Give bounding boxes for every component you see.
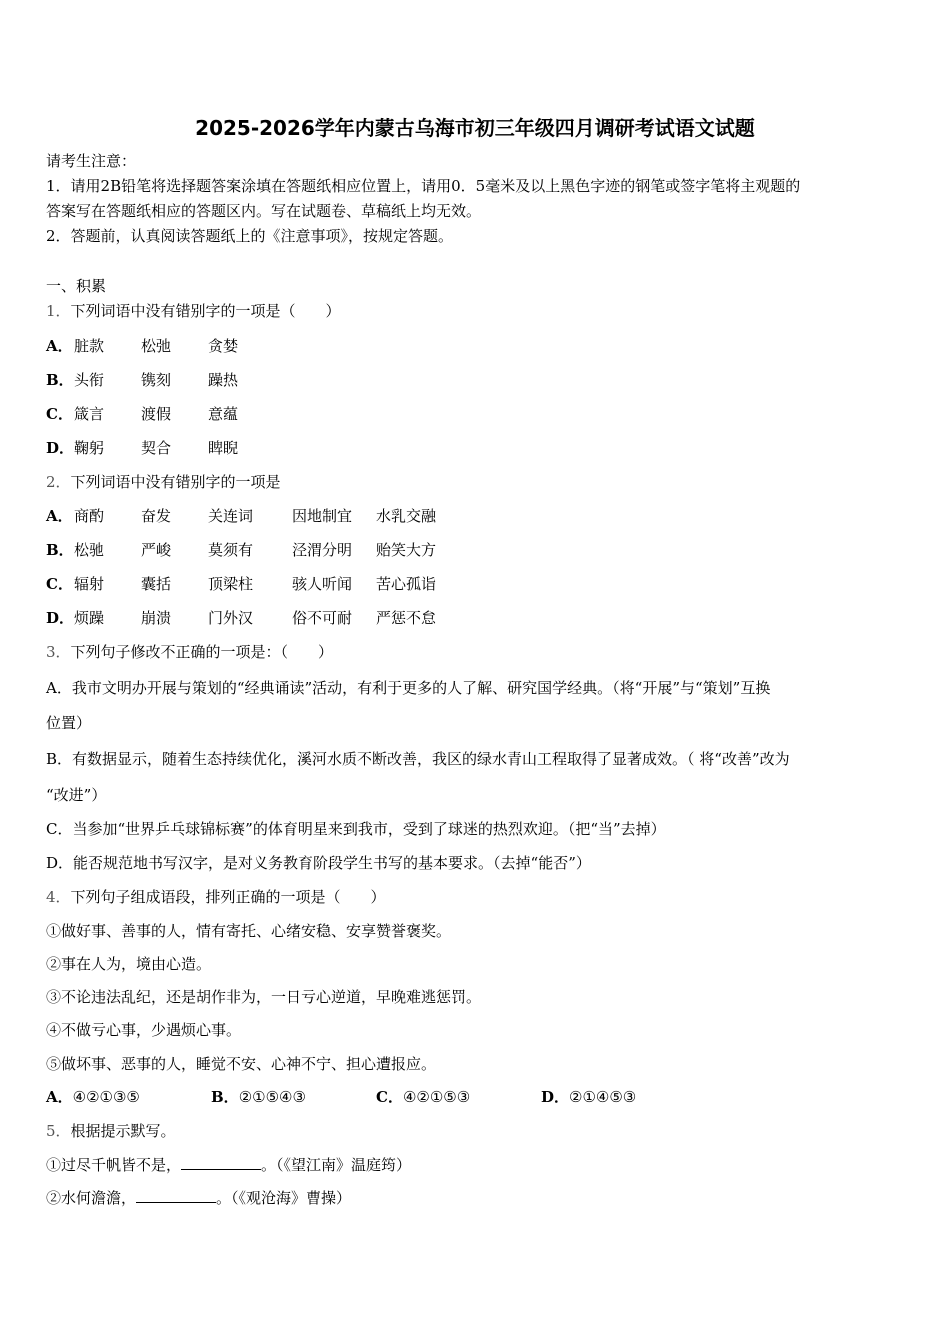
page-title: 2025-2026学年内蒙古乌海市初三年级四月调研考试语文试题 [195, 116, 755, 140]
notice-heading: 请考生注意： [46, 152, 137, 170]
option-word: 贪婪 [208, 337, 239, 355]
notice-line: 2．答题前，认真阅读答题纸上的《注意事项》，按规定答题。 [46, 227, 454, 245]
option-word: 商酌 [74, 507, 105, 525]
question-number: 3． [46, 643, 71, 661]
option-label: C． [46, 405, 73, 423]
option-word: 辐射 [74, 575, 105, 593]
option-word: 箴言 [74, 405, 105, 423]
option-word: 松弛 [141, 337, 172, 355]
option-word: 关连词 [208, 507, 254, 525]
option-label: D． [46, 439, 75, 457]
question-text: 下列词语中没有错别字的一项是（ ） [70, 302, 341, 320]
sentence: ④不做亏心事，少遇烦心事。 [46, 1021, 242, 1039]
option-text: 位置） [46, 714, 92, 732]
question-number: 4． [46, 888, 71, 906]
question-stem [46, 472, 281, 492]
option-label: C． [376, 1088, 403, 1106]
option-word: 严惩不怠 [376, 609, 437, 627]
option-word: 松驰 [74, 541, 105, 559]
option-word: 脏款 [74, 337, 105, 355]
option-row [46, 540, 437, 560]
question-stem [46, 301, 341, 321]
option-a [46, 1087, 140, 1107]
option-word: 贻笑大方 [376, 541, 437, 559]
question-number: 2． [46, 473, 71, 491]
option-word: 因地制宜 [292, 507, 353, 525]
question-stem [46, 1121, 176, 1141]
option-word: 头衔 [74, 371, 105, 389]
question-number: 5． [46, 1122, 71, 1140]
option-row [46, 608, 437, 628]
option-text: A．我市文明办开展与策划的“经典诵读”活动，有利于更多的人了解、研究国学经典。（将“开展”与“策划”互换 [46, 679, 771, 697]
option-word: 鞠躬 [74, 439, 105, 457]
option-row [46, 336, 239, 356]
option-label: D． [46, 609, 75, 627]
option-word: 莫须有 [208, 541, 254, 559]
option-label: C． [46, 575, 73, 593]
option-word: 水乳交融 [376, 507, 437, 525]
option-row [46, 574, 437, 594]
option-word: 奋发 [141, 507, 172, 525]
sentence: ①做好事、善事的人，情有寄托、心绪安稳、安享赞誉褒奖。 [46, 922, 452, 940]
option-row [46, 370, 239, 390]
option-c [376, 1087, 470, 1107]
option-word: 渡假 [141, 405, 172, 423]
option-label: A． [46, 337, 73, 355]
option-word: 烦躁 [74, 609, 105, 627]
option-b [211, 1087, 306, 1107]
question-text: 下列句子组成语段，排列正确的一项是（ ） [70, 888, 386, 906]
question-stem [46, 642, 333, 662]
option-text: ②①④⑤③ [569, 1088, 637, 1106]
option-word: 严峻 [141, 541, 172, 559]
option-word: 意蕴 [208, 405, 239, 423]
fill-in-prefix: ①过尽千帆皆不是， [46, 1156, 182, 1174]
option-word: 契合 [141, 439, 172, 457]
option-text: C．当参加“世界乒乓球锦标赛”的体育明星来到我市，受到了球迷的热烈欢迎。（把“当”去掉） [46, 820, 666, 838]
option-word: 镌刻 [141, 371, 172, 389]
option-word: 门外汉 [208, 609, 254, 627]
option-row [46, 404, 239, 424]
answer-blank[interactable] [181, 1155, 261, 1170]
option-word: 苦心孤诣 [376, 575, 437, 593]
option-label: A． [46, 507, 73, 525]
sentence: ③不论违法乱纪，还是胡作非为，一日亏心逆道，早晚难逃惩罚。 [46, 988, 482, 1006]
question-text: 下列句子修改不正确的一项是：（ ） [70, 643, 334, 661]
option-word: 囊括 [141, 575, 172, 593]
question-text: 根据提示默写。 [70, 1122, 176, 1140]
option-word: 躁热 [208, 371, 239, 389]
option-row [46, 438, 239, 458]
option-row [46, 506, 437, 526]
option-word: 骇人听闻 [292, 575, 353, 593]
sentence: ②事在人为，境由心造。 [46, 955, 212, 973]
fill-in-source: 。（《观沧海》曹操） [216, 1189, 352, 1207]
option-label: A． [46, 1088, 73, 1106]
section-heading: 一、积累 [46, 277, 107, 295]
option-word: 崩溃 [141, 609, 172, 627]
fill-in-item [46, 1188, 351, 1208]
option-label: D． [541, 1088, 570, 1106]
question-number: 1． [46, 302, 71, 320]
notice-line: 1．请用2B铅笔将选择题答案涂填在答题纸相应位置上，请用0．5毫米及以上黑色字迹的钢笔或签字笔将主观题的 [46, 177, 801, 195]
question-stem [46, 887, 386, 907]
option-word: 顶梁柱 [208, 575, 254, 593]
sentence: ⑤做坏事、恶事的人，睡觉不安、心神不宁、担心遭报应。 [46, 1055, 437, 1073]
option-word: 泾渭分明 [292, 541, 353, 559]
fill-in-prefix: ②水何澹澹， [46, 1189, 137, 1207]
option-word: 睥睨 [208, 439, 239, 457]
option-text: ②①⑤④③ [238, 1088, 306, 1106]
option-label: B． [46, 541, 74, 559]
option-d [541, 1087, 636, 1107]
fill-in-item [46, 1155, 411, 1175]
option-text: B．有数据显示，随着生态持续优化，溪河水质不断改善，我区的绿水青山工程取得了显著成效。（ 将“改善”改为 [46, 750, 790, 768]
notice-line: 答案写在答题纸相应的答题区内。写在试题卷、草稿纸上均无效。 [46, 202, 482, 220]
option-label: B． [46, 371, 74, 389]
question-text: 下列词语中没有错别字的一项是 [70, 473, 281, 491]
option-word: 俗不可耐 [292, 609, 353, 627]
option-text: ④②①③⑤ [72, 1088, 140, 1106]
option-label: B． [211, 1088, 239, 1106]
option-text: “改进”） [46, 786, 107, 804]
option-text: ④②①⑤③ [402, 1088, 471, 1106]
fill-in-source: 。（《望江南》温庭筠） [261, 1156, 412, 1174]
answer-blank[interactable] [136, 1188, 216, 1203]
option-text: D．能否规范地书写汉字，是对义务教育阶段学生书写的基本要求。（去掉“能否”） [46, 854, 591, 872]
